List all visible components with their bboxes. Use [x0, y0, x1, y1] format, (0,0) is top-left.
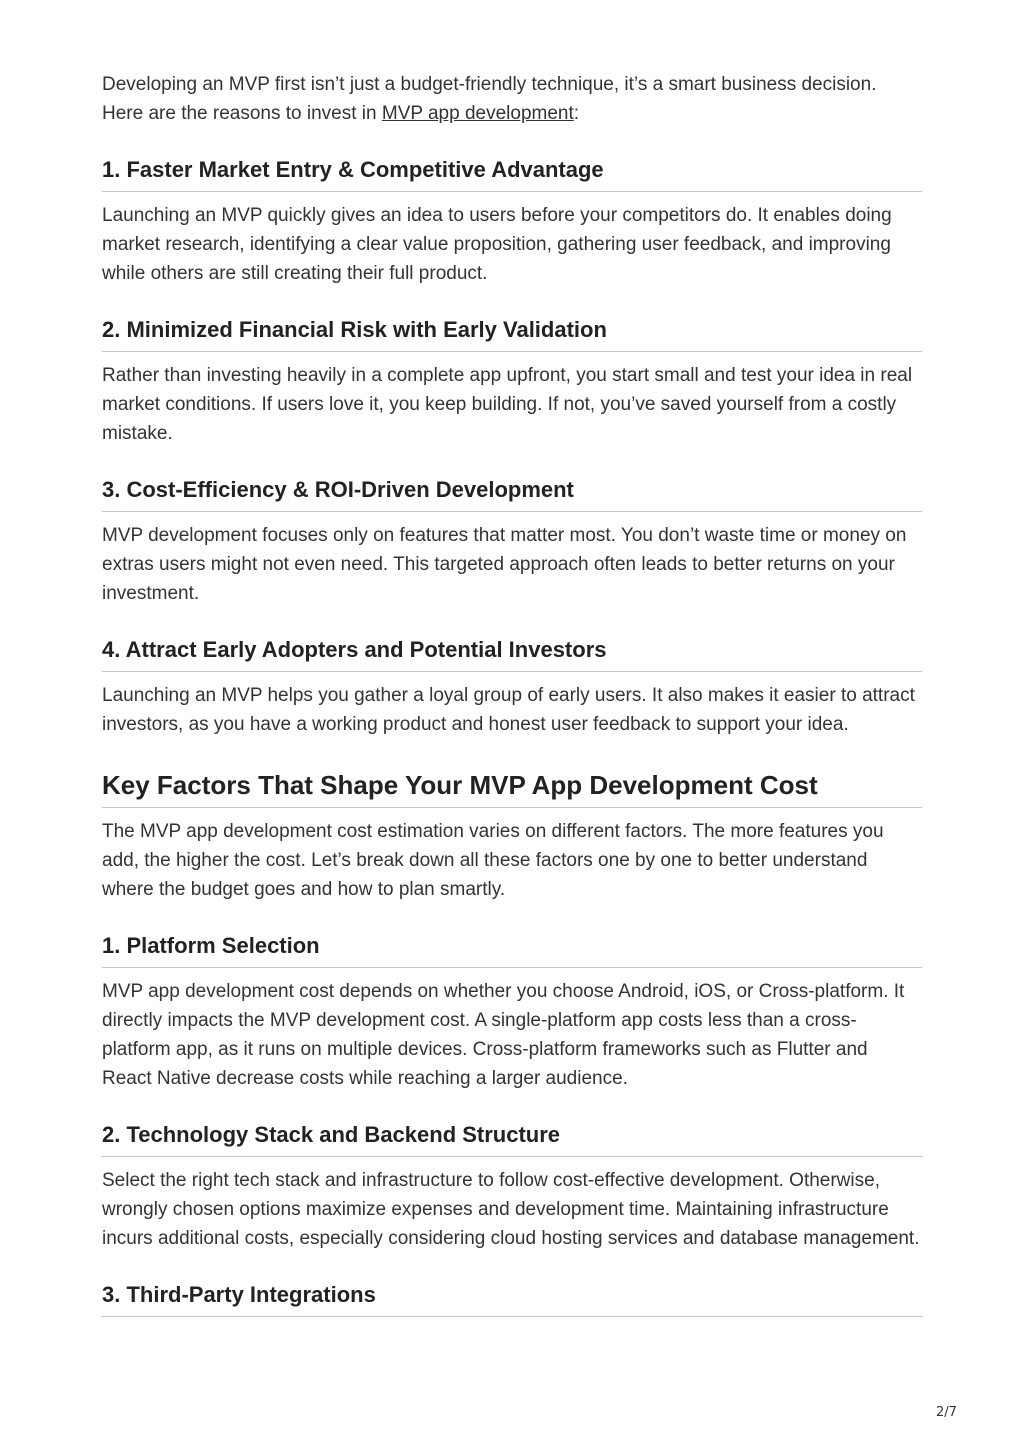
factor-heading-1: 1. Platform Selection — [102, 932, 922, 968]
intro-paragraph — [102, 71, 922, 128]
reason-body-3: MVP development focuses only on features that matter most. You don’t waste time or money on extras users might not even need. This targeted approach often leads to better returns on your investment. — [102, 525, 907, 604]
reason-body-2: Rather than investing heavily in a complete app upfront, you start small and test your idea in real market conditions. If users love it, you keep building. If not, you’ve saved yourself from a costly mistake. — [102, 365, 913, 444]
reason-body-1: Launching an MVP quickly gives an idea to users before your competitors do. It enables doing market research, identifying a clear value proposition, gathering user feedback, and improving while others are still creating their full product. — [102, 205, 892, 284]
document-content — [102, 71, 922, 1317]
section-body-key-factors: The MVP app development cost estimation varies on different factors. The more features you add, the higher the cost. Let’s break down all these factors one by one to better understand where the budget goes and how to plan smartly. — [102, 821, 884, 900]
factor-body-2: Select the right tech stack and infrastructure to follow cost-effective development. Otherwise, wrongly chosen options maximize expenses and development time. Maintaining infrastructure incurs additional costs, especially considering cloud hosting services and database management. — [102, 1170, 920, 1249]
page-number: 2/7 — [936, 1405, 957, 1420]
factor-heading-2: 2. Technology Stack and Backend Structure — [102, 1121, 922, 1157]
intro-text: Developing an MVP first isn’t just a budget-friendly technique, it’s a smart business decision. Here are the reasons to invest in — [102, 74, 877, 124]
factor-heading-3: 3. Third-Party Integrations — [102, 1281, 922, 1317]
reason-heading-1: 1. Faster Market Entry & Competitive Advantage — [102, 156, 922, 192]
mvp-app-development-link[interactable]: MVP app development — [381, 102, 574, 124]
intro-text-end: : — [573, 102, 580, 124]
reason-heading-4: 4. Attract Early Adopters and Potential Investors — [102, 636, 922, 672]
reason-heading-3: 3. Cost-Efficiency & ROI-Driven Development — [102, 476, 922, 512]
reason-body-4: Launching an MVP helps you gather a loyal group of early users. It also makes it easier to attract investors, as you have a working product and honest user feedback to support your idea. — [102, 685, 915, 735]
factor-body-1: MVP app development cost depends on whether you choose Android, iOS, or Cross-platform. It directly impacts the MVP development cost. A single-platform app costs less than a cross-platform app, as it runs on multiple devices. Cross-platform frameworks such as Flutter and React Native decrease costs while reaching a larger audience. — [102, 981, 905, 1089]
reason-heading-2: 2. Minimized Financial Risk with Early Validation — [102, 316, 922, 352]
section-heading-key-factors: Key Factors That Shape Your MVP App Development Cost — [102, 769, 922, 808]
